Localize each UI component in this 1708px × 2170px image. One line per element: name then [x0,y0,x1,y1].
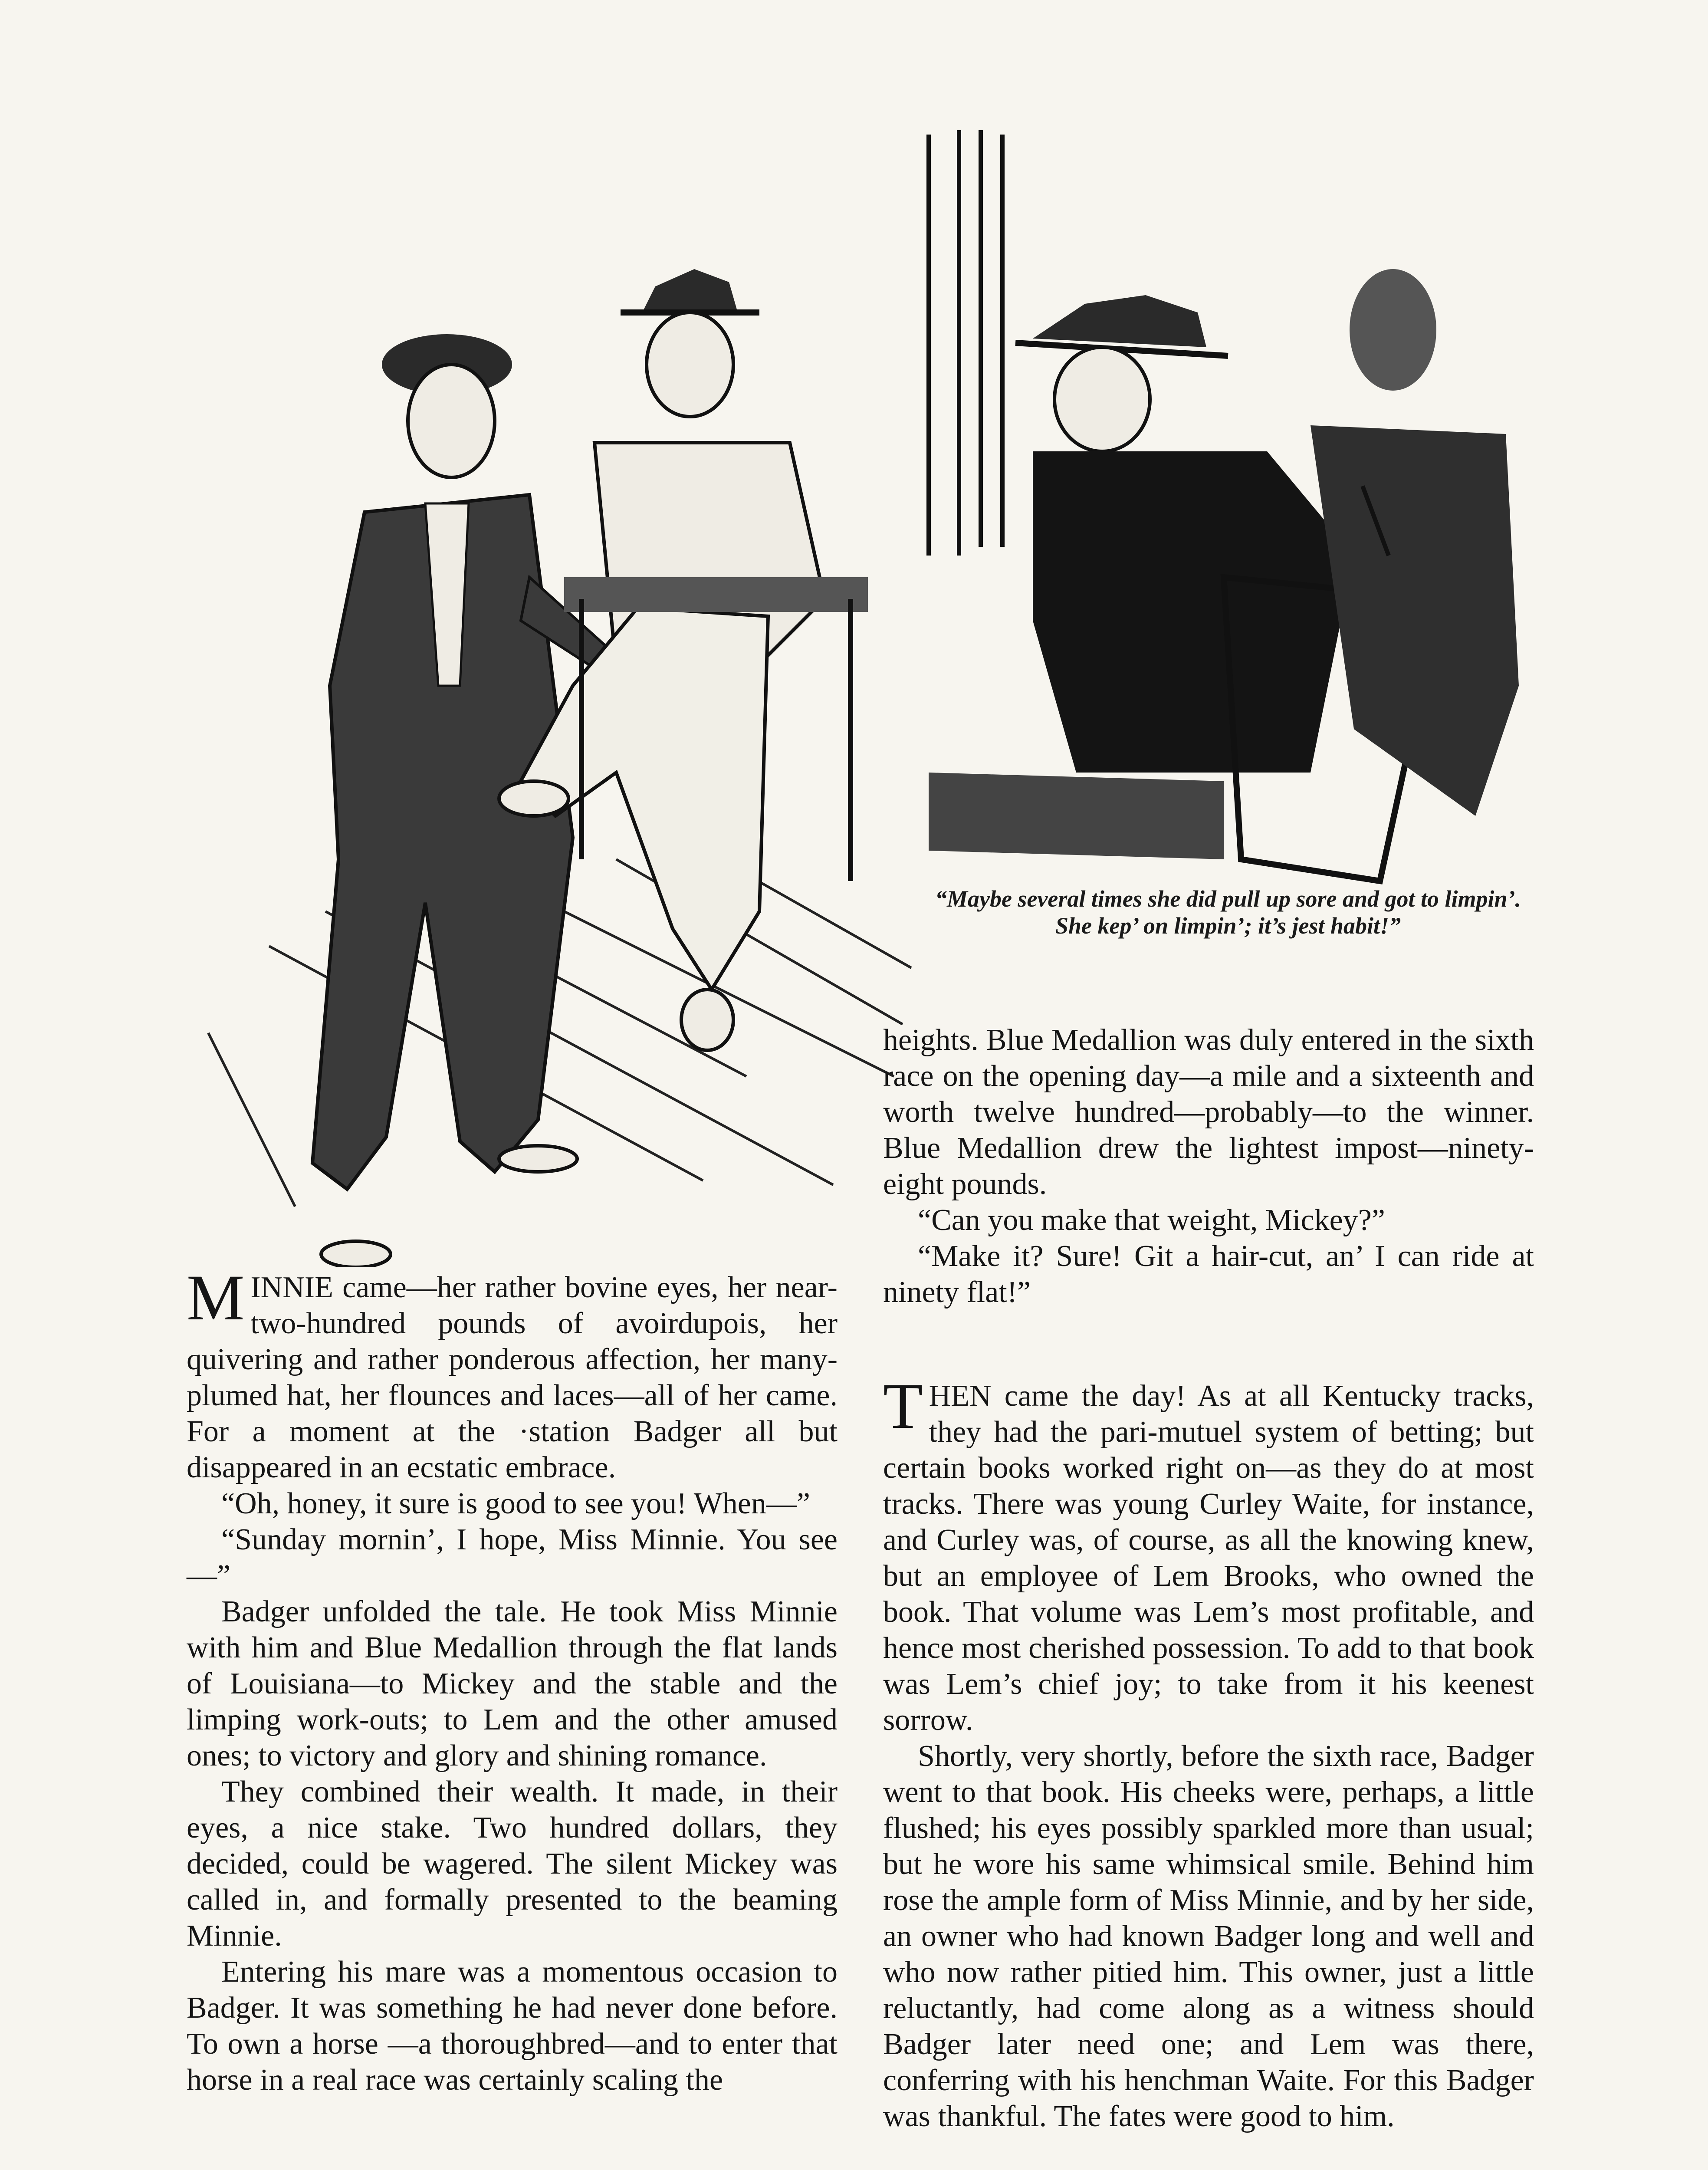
drop-cap-m: M [187,1262,245,1334]
paragraph-tale: Badger unfolded the tale. He took Miss Minnie with him and Blue Medallion through the flat lands of Louisiana—to Mickey and the stable and the limping work-outs; to Lem and the other amused ones; to victory and glory and shining romance. [187,1595,838,1772]
paragraph-weight-answer: “Make it? Sure! Git a hair-cut, an’ I can ride at ninety flat!” [883,1240,1534,1309]
porch-post [929,130,1002,556]
paragraph-wealth: They combined their wealth. It made, in their eyes, a nice stake. Two hundred dollars, they decided, could be wagered. The silent Mickey was called in, and formally presented to the beaming Minnie. [187,1775,838,1953]
text-column-right-bottom [883,1370,1534,2134]
paragraph-minnie-arrives [187,1262,838,1486]
text-column-right-top [883,1022,1534,1310]
paragraph-dialogue-2: “Sunday mornin’, I hope, Miss Minnie. You see—” [187,1523,838,1592]
paragraph-text: HEN came the day! As at all Kentucky tracks, they had the pari-mutuel system of betting; but certain books worked right on—as they do at most tracks. There was young Curley Waite, for instance, and Curley was, of course, as all the knowing knew, but an employee of Lem Brooks, who owned the book. That volume was Lem’s most profitable, and hence most cherished possession. To add to that book was Lem’s chief joy; to take from it his keenest sorrow. [883,1379,1534,1737]
background-man [1311,269,1519,816]
paragraph-weight-question: “Can you make that weight, Mickey?” [918,1203,1385,1237]
paragraph-heights: heights. Blue Medallion was duly entered in the sixth race on the opening day—a mile and a sixteenth and worth twelve hundred—probably—to the winner. Blue Medallion drew the lightest impost—ninety-eight pounds. [883,1023,1534,1201]
drop-cap-t: T [883,1370,923,1442]
text-column-left [187,1262,838,2098]
paragraph-shortly: Shortly, very shortly, before the sixth race, Badger went to that book. His cheeks were, perhaps, a little flushed; his eyes possibly sparkled more than usual; but he wore his same whimsical smile. Behind him rose the ample form of Miss Minnie, and by her side, an owner who had known Badger long and well and who now rather pitied him. This owner, just a little reluctantly, had come along as a witness should Badger later need one; and Lem was there, conferring with his henchman Waite. For this Badger was thankful. The fates were good to him. [883,1739,1534,2133]
paragraph-dialogue-1: “Oh, honey, it sure is good to see you! When—” [221,1487,810,1520]
illustration-caption: “Maybe several times she did pull up sore and got to limpin’. She kep’ on limpin’; it’s jest habit!” [935,886,1521,939]
paragraph-then-came-the-day [883,1370,1534,1738]
paragraph-entering-mare: Entering his mare was a momentous occasion to Badger. It was something he had never done before. To own a horse —a thoroughbred—and to enter that horse in a real race was certainly scaling the [187,1955,838,2097]
paragraph-text: INNIE came—her rather bovine eyes, her near-two-hundred pounds of avoirdupois, her quivering and rather ponderous affection, her many-plumed hat, her flounces and laces—all of her came. For a moment at the ·station Badger all but disappeared in an ecstatic embrace. [187,1271,838,1484]
